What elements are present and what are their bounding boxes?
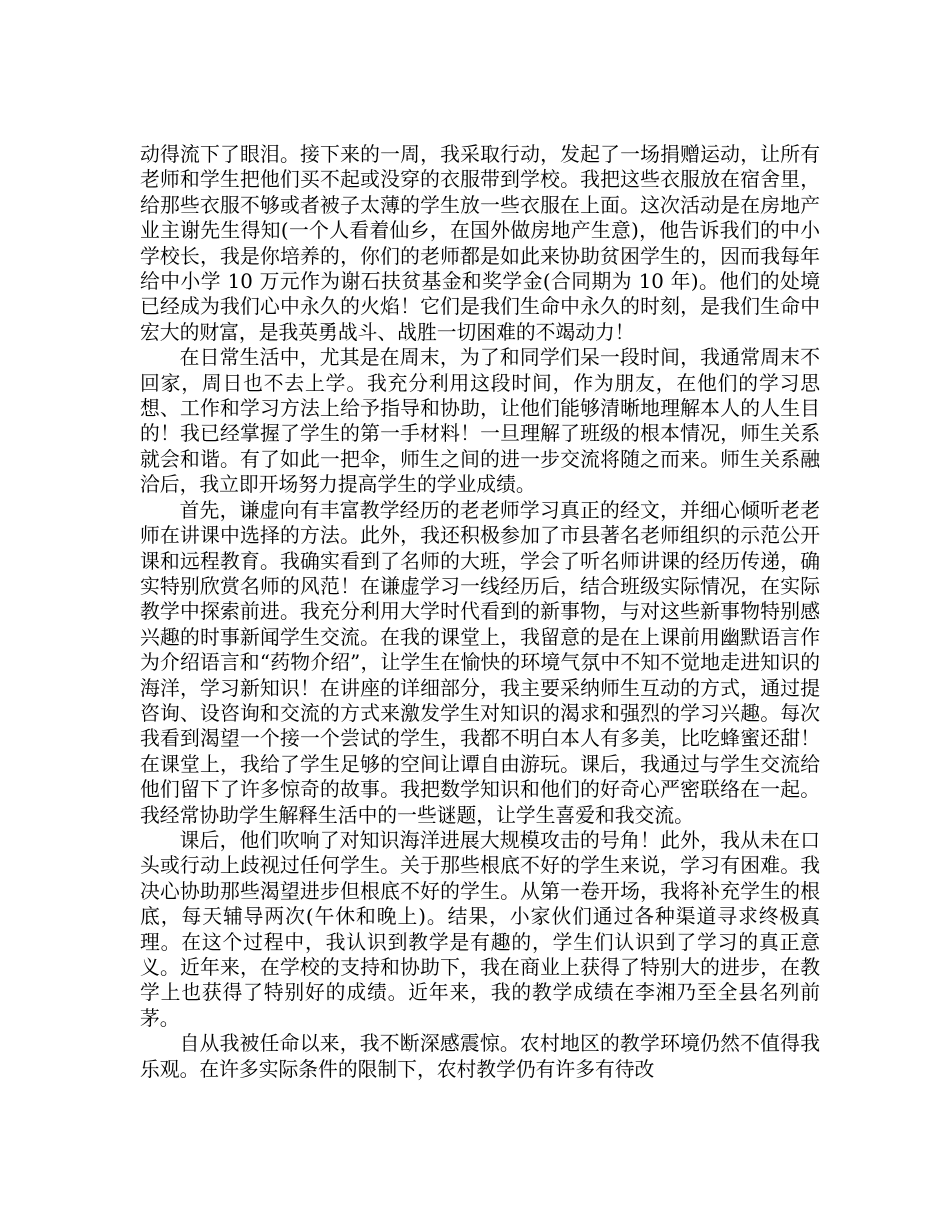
paragraph-1: 动得流下了眼泪。接下来的一周，我采取行动，发起了一场捐赠运动，让所有老师和学生把他们买不起或没穿的衣服带到学校。我把这些衣服放在宿舍里，给那些衣服不够或者被子太薄的学生放一些衣服在上面。这次活动是在房地产业主谢先生得知(一个人看着仙乡，在国外做房地产生意)，他告诉我们的中小学校长，我是你培养的，你们的老师都是如此来协助贫困学生的，因而我每年给中小学 10 万元作为谢石扶贫基金和奖学金(合同期为 10 年)。他们的处境已经成为我们心中永久的火焰！它们是我们生命中永久的时刻，是我们生命中宏大的财富，是我英勇战斗、战胜一切困难的不竭动力！: [140, 143, 820, 344]
paragraph-3: 首先，谦虚向有丰富教学经历的老老师学习真正的经文，并细心倾听老老师在讲课中选择的方法。此外，我还积极参加了市县著名老师组织的示范公开课和远程教育。我确实看到了名师的大班，学会了听名师讲课的经历传递，确实特别欣赏名师的风范！在谦虚学习一线经历后，结合班级实际情况，在实际教学中探索前进。我充分利用大学时代看到的新事物，与对这些新事物特别感兴趣的时事新闻学生交流。在我的课堂上，我留意的是在上课前用幽默语言作为介绍语言和“药物介绍”，让学生在愉快的环境气氛中不知不觉地走进知识的海洋，学习新知识！在讲座的详细部分，我主要采纳师生互动的方式，通过提咨询、设咨询和交流的方式来激发学生对知识的渴求和强烈的学习兴趣。每次我看到渴望一个接一个尝试的学生，我都不明白本人有多美，比吃蜂蜜还甜！在课堂上，我给了学生足够的空间让谭自由游玩。课后，我通过与学生交流给他们留下了许多惊奇的故事。我把数学知识和他们的好奇心严密联络在一起。我经常协助学生解释生活中的一些谜题，让学生喜爱和我交流。: [140, 498, 820, 827]
paragraph-5: 自从我被任命以来，我不断深感震惊。农村地区的教学环境仍然不值得我乐观。在许多实际条件的限制下，农村教学仍有许多有待改: [140, 1032, 820, 1081]
paragraph-4: 课后，他们吹响了对知识海洋进展大规模攻击的号角！此外，我从未在口头或行动上歧视过任何学生。关于那些根底不好的学生来说，学习有困难。我决心协助那些渴望进步但根底不好的学生。从第一卷开场，我将补充学生的根底，每天辅导两次(午休和晚上)。结果，小家伙们通过各种渠道寻求终极真理。在这个过程中，我认识到教学是有趣的，学生们认识到了学习的真正意义。近年来，在学校的支持和协助下，我在商业上获得了特别大的进步，在教学上也获得了特别好的成绩。近年来，我的教学成绩在李湘乃至全县名列前茅。: [140, 828, 820, 1030]
document-page: [140, 142, 820, 1082]
paragraph-2: 在日常生活中，尤其是在周末，为了和同学们呆一段时间，我通常周末不回家，周日也不去上学。我充分利用这段时间，作为朋友，在他们的学习思想、工作和学习方法上给予指导和协助，让他们能够清晰地理解本人的人生目的！我已经掌握了学生的第一手材料！一旦理解了班级的根本情况，师生关系就会和谐。有了如此一把伞，师生之间的进一步交流将随之而来。师生关系融洽后，我立即开场努力提高学生的学业成绩。: [140, 346, 820, 497]
